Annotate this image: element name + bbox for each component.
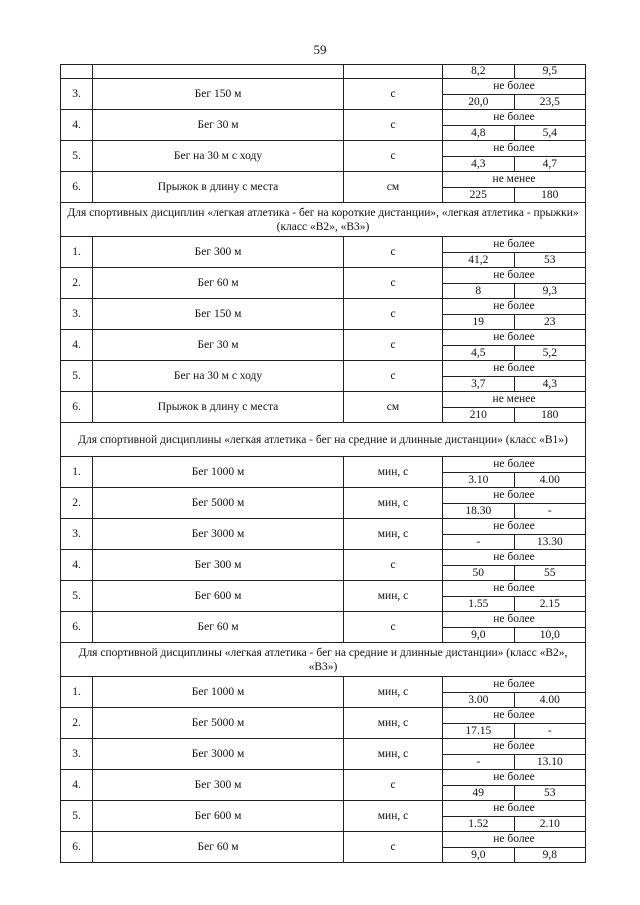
condition-label: не более [443, 141, 585, 157]
value-girls: 2.10 [539, 818, 560, 830]
condition-label: не более [443, 457, 585, 473]
value-girls: 2.15 [539, 598, 560, 610]
row-number: 4. [61, 550, 93, 581]
unit: с [344, 361, 443, 392]
exercise-name: Бег 1000 м [93, 677, 344, 708]
table-row [61, 457, 586, 488]
value-boys: 210 [443, 408, 515, 422]
table-row [61, 550, 586, 581]
value-boys: 1.52 [443, 817, 515, 831]
unit: с [344, 141, 443, 172]
value-girls: 9,5 [542, 65, 557, 77]
table-row [61, 330, 586, 361]
unit: мин, с [344, 801, 443, 832]
exercise-name: Бег 60 м [93, 832, 344, 863]
table-row [61, 739, 586, 770]
exercise-name: Бег 600 м [93, 581, 344, 612]
row-number: 4. [61, 330, 93, 361]
unit: с [344, 110, 443, 141]
table-row [61, 79, 586, 110]
value-girls: 13.10 [536, 756, 563, 768]
table-row [61, 519, 586, 550]
exercise-name: Бег 600 м [93, 801, 344, 832]
condition-label: не более [443, 739, 585, 755]
value-boys: 4,8 [443, 126, 515, 140]
unit: с [344, 299, 443, 330]
value-boys: 17.15 [443, 724, 515, 738]
standards-table [60, 64, 586, 863]
exercise-name: Бег 300 м [93, 550, 344, 581]
condition-label: не менее [443, 172, 585, 188]
value-girls: 180 [541, 189, 559, 201]
values-pair [443, 848, 585, 862]
number-cell [61, 65, 93, 79]
values-pair [443, 65, 585, 78]
values-cell [443, 65, 586, 79]
row-number: 6. [61, 392, 93, 423]
value-girls: 5,2 [542, 347, 557, 359]
standards-table-body [61, 65, 586, 863]
row-number: 4. [61, 770, 93, 801]
exercise-name: Бег на 30 м с ходу [93, 361, 344, 392]
value-boys: 4,3 [443, 157, 515, 171]
value-girls: 4.00 [539, 694, 560, 706]
values-cell [443, 770, 586, 801]
value-boys: 9,0 [443, 628, 515, 642]
values-pair [443, 566, 585, 580]
condition-label: не более [443, 832, 585, 848]
exercise-name: Прыжок в длину с места [93, 392, 344, 423]
condition-label: не более [443, 79, 585, 95]
values-pair [443, 597, 585, 611]
unit: с [344, 330, 443, 361]
values-cell [443, 801, 586, 832]
row-number: 3. [61, 519, 93, 550]
value-boys: 41,2 [443, 253, 515, 267]
table-row [61, 237, 586, 268]
unit: мин, с [344, 488, 443, 519]
unit-cell [344, 65, 443, 79]
exercise-name: Бег 3000 м [93, 519, 344, 550]
values-pair [443, 377, 585, 391]
unit: с [344, 268, 443, 299]
row-number: 4. [61, 110, 93, 141]
row-number: 6. [61, 172, 93, 203]
unit: мин, с [344, 677, 443, 708]
value-boys: 20,0 [443, 95, 515, 109]
exercise-name: Бег 150 м [93, 79, 344, 110]
section-title: Для спортивной дисциплины «легкая атлетика - бег на средние и длинные дистанции» (класс «В2», «В3») [61, 643, 586, 677]
table-row [61, 299, 586, 330]
unit: с [344, 79, 443, 110]
value-boys: 18.30 [443, 504, 515, 518]
values-cell [443, 141, 586, 172]
values-pair [443, 693, 585, 707]
table-row [61, 832, 586, 863]
values-cell [443, 299, 586, 330]
condition-label: не более [443, 550, 585, 566]
value-girls: 4,7 [542, 158, 557, 170]
value-boys: - [443, 755, 515, 769]
row-number: 1. [61, 677, 93, 708]
unit: с [344, 237, 443, 268]
exercise-name: Бег 300 м [93, 237, 344, 268]
exercise-cell [93, 65, 344, 79]
table-row [61, 268, 586, 299]
exercise-name: Бег 30 м [93, 330, 344, 361]
unit: см [344, 172, 443, 203]
table-row [61, 361, 586, 392]
unit: мин, с [344, 457, 443, 488]
exercise-name: Бег 150 м [93, 299, 344, 330]
exercise-name: Бег 3000 м [93, 739, 344, 770]
value-boys: 19 [443, 315, 515, 329]
values-cell [443, 550, 586, 581]
table-row [61, 581, 586, 612]
table-row [61, 110, 586, 141]
values-cell [443, 739, 586, 770]
value-girls: 55 [544, 567, 556, 579]
values-cell [443, 677, 586, 708]
values-cell [443, 612, 586, 643]
condition-label: не менее [443, 392, 585, 408]
row-number: 6. [61, 832, 93, 863]
section-header-row [61, 423, 586, 457]
table-row [61, 677, 586, 708]
value-boys: 225 [443, 188, 515, 202]
values-pair [443, 346, 585, 360]
table-row [61, 172, 586, 203]
value-girls: 9,3 [542, 285, 557, 297]
value-boys: 9,0 [443, 848, 515, 862]
values-cell [443, 79, 586, 110]
row-number: 2. [61, 708, 93, 739]
value-girls: 53 [544, 254, 556, 266]
table-row [61, 612, 586, 643]
row-number: 1. [61, 457, 93, 488]
value-girls: 9,8 [542, 849, 557, 861]
unit: мин, с [344, 739, 443, 770]
values-cell [443, 519, 586, 550]
values-cell [443, 457, 586, 488]
page-number: 59 [313, 42, 327, 57]
value-girls: 4,3 [542, 378, 557, 390]
condition-label: не более [443, 612, 585, 628]
section-header-row [61, 203, 586, 237]
values-cell [443, 110, 586, 141]
values-cell [443, 268, 586, 299]
row-number: 3. [61, 739, 93, 770]
section-title: Для спортивной дисциплины «легкая атлетика - бег на средние и длинные дистанции» (класс «В1») [61, 423, 586, 457]
value-boys: 1.55 [443, 597, 515, 611]
unit: с [344, 832, 443, 863]
exercise-name: Бег 60 м [93, 268, 344, 299]
exercise-name: Бег 5000 м [93, 708, 344, 739]
value-girls: 23,5 [539, 96, 560, 108]
values-pair [443, 188, 585, 202]
condition-label: не более [443, 677, 585, 693]
value-girls: - [547, 725, 552, 737]
row-number: 5. [61, 801, 93, 832]
values-pair [443, 315, 585, 329]
row-number: 6. [61, 612, 93, 643]
value-boys: 3.10 [443, 473, 515, 487]
condition-label: не более [443, 801, 585, 817]
values-cell [443, 392, 586, 423]
values-pair [443, 473, 585, 487]
exercise-name: Бег 5000 м [93, 488, 344, 519]
values-cell [443, 708, 586, 739]
condition-label: не более [443, 330, 585, 346]
value-girls: 23 [544, 316, 556, 328]
value-girls: 53 [544, 787, 556, 799]
unit: с [344, 612, 443, 643]
values-pair [443, 504, 585, 518]
section-title: Для спортивных дисциплин «легкая атлетика - бег на короткие дистанции», «легкая атлетика - прыжки» (класс «В2», «В3») [61, 203, 586, 237]
values-pair [443, 95, 585, 109]
values-pair [443, 157, 585, 171]
row-number: 1. [61, 237, 93, 268]
value-girls: 10,0 [539, 629, 560, 641]
unit: мин, с [344, 519, 443, 550]
table-row [61, 488, 586, 519]
values-cell [443, 237, 586, 268]
condition-label: не более [443, 581, 585, 597]
condition-label: не более [443, 299, 585, 315]
row-number: 2. [61, 488, 93, 519]
values-pair [443, 253, 585, 267]
value-girls: 180 [541, 409, 559, 421]
row-number: 5. [61, 361, 93, 392]
condition-label: не более [443, 361, 585, 377]
section-header-row [61, 643, 586, 677]
row-number: 2. [61, 268, 93, 299]
value-girls: - [547, 505, 552, 517]
condition-label: не более [443, 770, 585, 786]
values-pair [443, 786, 585, 800]
value-boys: 50 [443, 566, 515, 580]
value-boys: 8,2 [443, 65, 515, 78]
values-pair [443, 724, 585, 738]
unit: мин, с [344, 581, 443, 612]
row-number: 3. [61, 79, 93, 110]
value-boys: 8 [443, 284, 515, 298]
value-girls: 5,4 [542, 127, 557, 139]
condition-label: не более [443, 268, 585, 284]
table-row [61, 708, 586, 739]
value-girls: 4.00 [539, 474, 560, 486]
unit: см [344, 392, 443, 423]
values-cell [443, 832, 586, 863]
value-boys: 49 [443, 786, 515, 800]
values-pair [443, 755, 585, 769]
values-pair [443, 535, 585, 549]
value-girls: 13.30 [536, 536, 563, 548]
condition-label: не более [443, 519, 585, 535]
exercise-name: Бег на 30 м с ходу [93, 141, 344, 172]
condition-label: не более [443, 708, 585, 724]
row-number: 5. [61, 581, 93, 612]
exercise-name: Бег 30 м [93, 110, 344, 141]
values-pair [443, 408, 585, 422]
unit: с [344, 550, 443, 581]
table-row [61, 801, 586, 832]
value-boys: 4,5 [443, 346, 515, 360]
unit: с [344, 770, 443, 801]
unit: мин, с [344, 708, 443, 739]
condition-label: не более [443, 110, 585, 126]
values-cell [443, 361, 586, 392]
continuation-row [61, 65, 586, 79]
values-pair [443, 817, 585, 831]
row-number: 5. [61, 141, 93, 172]
condition-label: не более [443, 488, 585, 504]
values-pair [443, 628, 585, 642]
value-boys: 3,7 [443, 377, 515, 391]
values-cell [443, 172, 586, 203]
value-boys: - [443, 535, 515, 549]
values-cell [443, 488, 586, 519]
value-boys: 3.00 [443, 693, 515, 707]
exercise-name: Бег 60 м [93, 612, 344, 643]
exercise-name: Бег 300 м [93, 770, 344, 801]
table-row [61, 392, 586, 423]
exercise-name: Бег 1000 м [93, 457, 344, 488]
table-row [61, 141, 586, 172]
condition-label: не более [443, 237, 585, 253]
values-pair [443, 284, 585, 298]
values-pair [443, 126, 585, 140]
table-row [61, 770, 586, 801]
values-cell [443, 581, 586, 612]
exercise-name: Прыжок в длину с места [93, 172, 344, 203]
row-number: 3. [61, 299, 93, 330]
values-cell [443, 330, 586, 361]
